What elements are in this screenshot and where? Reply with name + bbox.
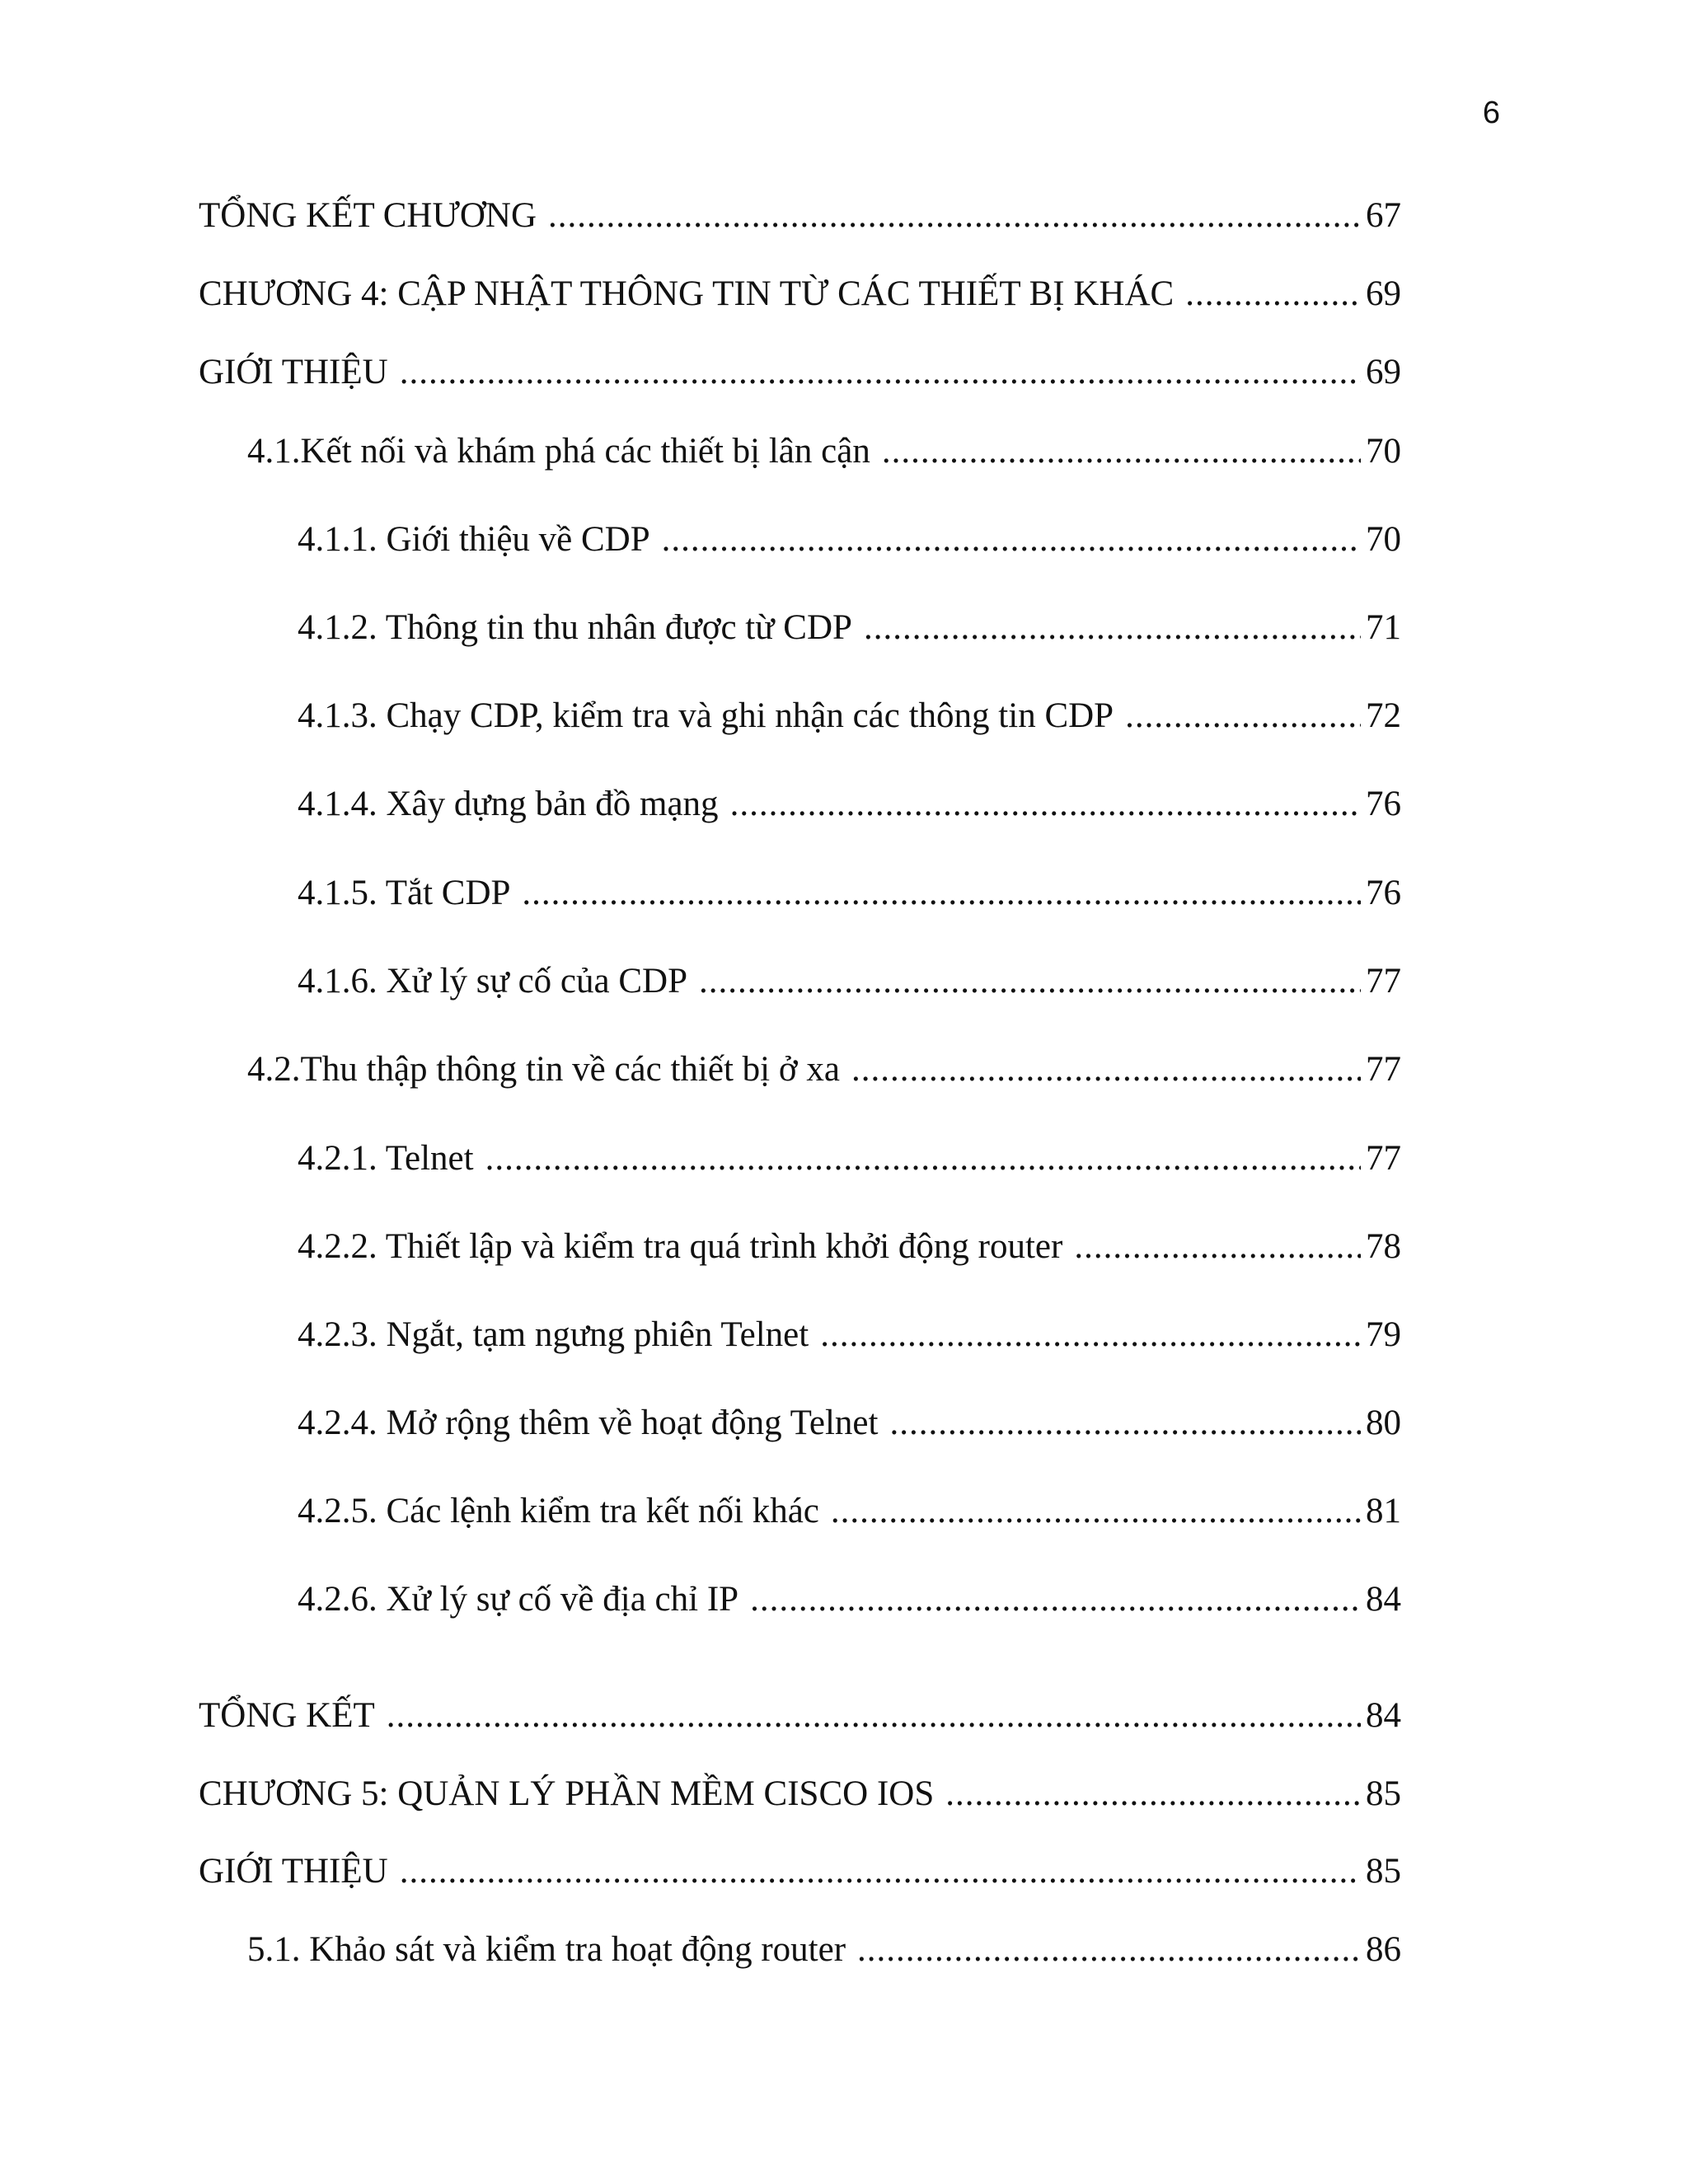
toc-entry-chuong-4[interactable]: [199, 276, 1401, 312]
toc-dot-leader: [400, 354, 1361, 390]
toc-entry-page: 69: [1366, 274, 1401, 313]
toc-entry-title: 4.1.1. Giới thiệu về CDP: [298, 520, 650, 559]
toc-dot-leader: [820, 1317, 1361, 1352]
toc-entry-title: 4.2.3. Ngắt, tạm ngưng phiên Telnet: [298, 1315, 809, 1354]
toc-entry-4-1-5[interactable]: [298, 875, 1401, 911]
toc-entry-tong-ket-chuong-3[interactable]: [199, 198, 1401, 233]
toc-entry-page: 72: [1366, 696, 1401, 735]
toc-entry-page: 76: [1366, 785, 1401, 823]
toc-entry-page: 77: [1366, 1139, 1401, 1178]
toc-entry-page: 71: [1366, 608, 1401, 647]
toc-entry-page: 80: [1366, 1404, 1401, 1442]
toc-dot-leader: [945, 1776, 1361, 1811]
toc-entry-5-1[interactable]: [247, 1932, 1401, 1967]
toc-dot-leader: [548, 198, 1361, 233]
toc-dot-leader: [1185, 276, 1361, 312]
toc-dot-leader: [1125, 698, 1361, 733]
toc-entry-title: 4.2.4. Mở rộng thêm về hoạt động Telnet: [298, 1404, 879, 1442]
toc-entry-title: TỔNG KẾT CHƯƠNG: [199, 196, 537, 235]
toc-dot-leader: [857, 1932, 1361, 1967]
toc-entry-4-2-5[interactable]: [298, 1493, 1401, 1529]
toc-entry-4-2-2[interactable]: [298, 1229, 1401, 1264]
toc-dot-leader: [485, 1141, 1361, 1176]
toc-entry-title: 4.1.2. Thông tin thu nhân được từ CDP: [298, 608, 852, 647]
toc-entry-title: 5.1. Khảo sát và kiểm tra hoạt động router: [247, 1930, 846, 1969]
toc-entry-4-1-2[interactable]: [298, 610, 1401, 645]
toc-entry-title: 4.1.4. Xây dựng bản đồ mạng: [298, 785, 719, 823]
toc-entry-title: 4.2.2. Thiết lập và kiểm tra quá trình khởi động router: [298, 1227, 1063, 1266]
toc-entry-4-1-4[interactable]: [298, 786, 1401, 822]
toc-dot-leader: [730, 786, 1361, 822]
toc-entry-title: CHƯƠNG 5: QUẢN LÝ PHẦN MỀM CISCO IOS: [199, 1774, 935, 1813]
toc-entry-4-2-1[interactable]: [298, 1141, 1401, 1176]
toc-entry-4-2-4[interactable]: [298, 1405, 1401, 1441]
toc-entry-title: GIỚI THIỆU: [199, 353, 388, 391]
toc-entry-4-1-1[interactable]: [298, 522, 1401, 557]
toc-dot-leader: [662, 522, 1361, 557]
toc-dot-leader: [851, 1052, 1361, 1087]
toc-entry-title: 4.1.Kết nối và khám phá các thiết bị lân cận: [247, 432, 870, 471]
toc-entry-title: 4.2.Thu thập thông tin về các thiết bị ở xa: [247, 1050, 840, 1089]
toc-entry-page: 78: [1366, 1227, 1401, 1266]
toc-entry-page: 70: [1366, 432, 1401, 471]
toc-entry-page: 84: [1366, 1580, 1401, 1619]
toc-dot-leader: [387, 1698, 1361, 1733]
toc-entry-4-2-3[interactable]: [298, 1317, 1401, 1352]
page-number: 6: [1482, 96, 1500, 130]
toc-entry-title: 4.2.1. Telnet: [298, 1139, 474, 1178]
toc-entry-page: 85: [1366, 1774, 1401, 1813]
toc-entry-page: 76: [1366, 874, 1401, 912]
toc-entry-title: CHƯƠNG 4: CẬP NHẬT THÔNG TIN TỪ CÁC THIẾT BỊ KHÁC: [199, 274, 1175, 313]
toc-entry-page: 70: [1366, 520, 1401, 559]
toc-dot-leader: [1074, 1229, 1361, 1264]
toc-entry-chuong-5[interactable]: [199, 1776, 1401, 1811]
toc-entry-tong-ket-4[interactable]: [199, 1698, 1401, 1733]
toc-entry-page: 77: [1366, 962, 1401, 1001]
toc-entry-page: 84: [1366, 1696, 1401, 1735]
toc-entry-title: TỔNG KẾT: [199, 1696, 375, 1735]
toc-dot-leader: [750, 1582, 1361, 1617]
toc-entry-4-1-6[interactable]: [298, 963, 1401, 999]
toc-entry-page: 81: [1366, 1492, 1401, 1530]
toc-entry-page: 85: [1366, 1852, 1401, 1891]
toc-dot-leader: [889, 1405, 1361, 1441]
toc-entry-4-2-6[interactable]: [298, 1582, 1401, 1617]
toc-entry-page: 86: [1366, 1930, 1401, 1969]
toc-entry-4-2[interactable]: [247, 1052, 1401, 1087]
toc-dot-leader: [864, 610, 1361, 645]
toc-entry-page: 69: [1366, 353, 1401, 391]
toc-entry-title: 4.2.5. Các lệnh kiểm tra kết nối khác: [298, 1492, 819, 1530]
toc-entry-4-1[interactable]: [247, 434, 1401, 469]
toc-dot-leader: [699, 963, 1361, 999]
toc-entry-gioi-thieu-4[interactable]: [199, 354, 1401, 390]
toc-entry-gioi-thieu-5[interactable]: [199, 1854, 1401, 1889]
toc-dot-leader: [882, 434, 1361, 469]
toc-entry-page: 79: [1366, 1315, 1401, 1354]
toc-dot-leader: [831, 1493, 1361, 1529]
toc-entry-title: 4.1.6. Xử lý sự cố của CDP: [298, 962, 687, 1001]
toc-entry-title: 4.1.5. Tắt CDP: [298, 874, 511, 912]
toc-entry-title: 4.1.3. Chạy CDP, kiểm tra và ghi nhận các thông tin CDP: [298, 696, 1114, 735]
toc-entry-title: GIỚI THIỆU: [199, 1852, 388, 1891]
toc-dot-leader: [522, 875, 1361, 911]
toc-entry-page: 77: [1366, 1050, 1401, 1089]
toc-entry-4-1-3[interactable]: [298, 698, 1401, 733]
toc-entry-title: 4.2.6. Xử lý sự cố về địa chỉ IP: [298, 1580, 739, 1619]
toc-entry-page: 67: [1366, 196, 1401, 235]
toc-dot-leader: [400, 1854, 1361, 1889]
